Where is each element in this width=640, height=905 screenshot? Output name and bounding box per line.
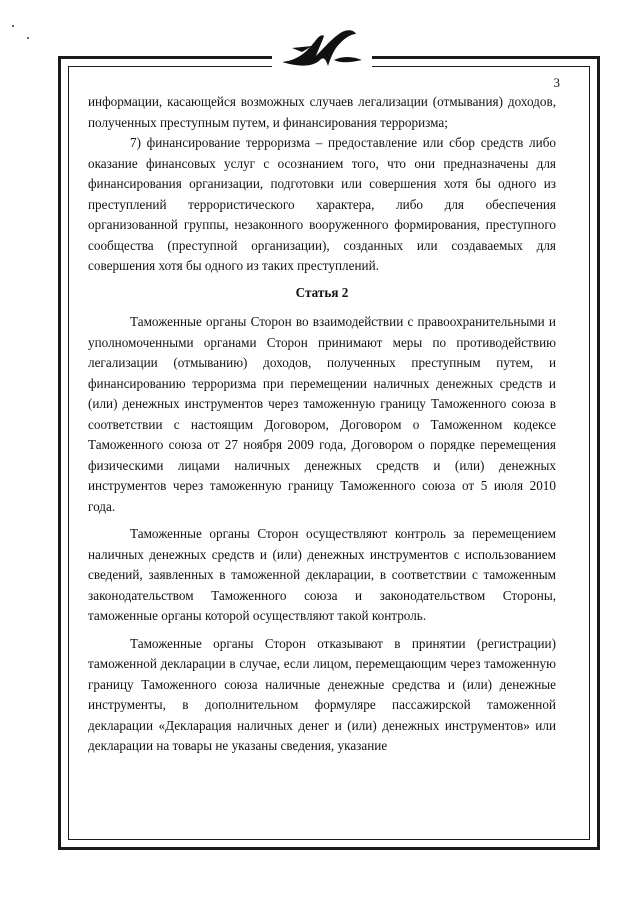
page-number: 3 bbox=[553, 75, 560, 90]
paragraph-continued: информации, касающейся возможных случаев легализации (отмывания) доходов, полученных преступным путем, и финансирования терроризма; bbox=[88, 94, 556, 130]
scan-speck-marks bbox=[10, 22, 40, 42]
article-heading: Статья 2 bbox=[295, 284, 349, 300]
paragraph-article-2-1: Таможенные органы Сторон во взаимодействии с правоохранительными и уполномоченными органами Сторон принимают меры по противодействию легализации (отмыванию) доходов, полученных преступным путем, и финансированию терроризма при перемещении наличных денежных средств и (или) денежных инструментов через таможенную границу Таможенного союза в соответствии с настоящим Договором, Договором о Таможенном кодексе Таможенного союза от 27 ноября 2009 года, Договором о порядке перемещения физическими лицами наличных денежных средств и (или) денежных инструментов через таможенную границу Таможенного союза от 5 июля 2010 года. bbox=[88, 314, 556, 514]
state-emblem-icon bbox=[272, 20, 372, 80]
paragraph-article-2-2: Таможенные органы Сторон осуществляют контроль за перемещением наличных денежных средств и (или) денежных инструментов с использованием сведений, заявленных в таможенной декларации, в соответствии с таможенным законодательством Таможенного союза и законодательством Стороны, таможенные органы которой осуществляют такой контроль. bbox=[88, 526, 556, 623]
paragraph-article-2-3: Таможенные органы Сторон отказывают в принятии (регистрации) таможенной декларации в случае, если лицом, перемещающим через таможенную границу Таможенного союза наличные денежные средства и (или) денежные инструменты, в дополнительном формуляре пассажирской таможенной декларации «Декларация наличных денег и (или) денежных инструментов» или декларации на товары не указаны сведения, указание bbox=[88, 635, 556, 753]
paragraph-definition-7: 7) финансирование терроризма – предоставление или сбор средств либо оказание финансовых услуг с осознанием того, что они предназначены для финансирования организации, подготовки или совершения хотя бы одного из преступлений террористического характера, либо для обеспечения организованной группы, незаконного вооруженного формирования, преступного сообщества (преступной организации), созданных или создаваемых для совершения хотя бы одного из таких преступлений. bbox=[88, 135, 556, 273]
document-body bbox=[88, 92, 556, 757]
